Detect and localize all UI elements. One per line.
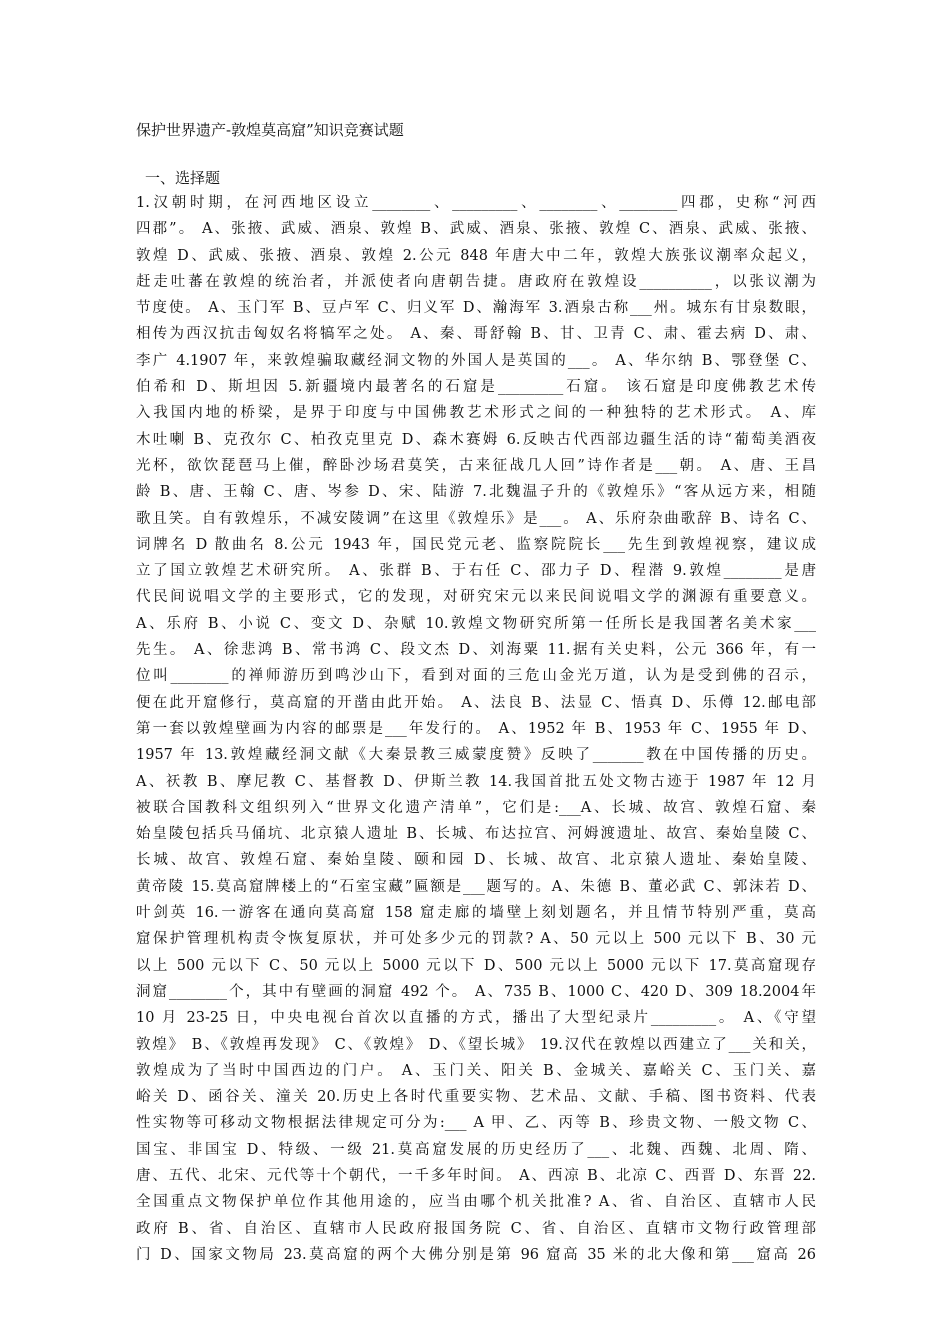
section-heading: 一、选择题 bbox=[145, 169, 221, 187]
body-text-line: 峪关 D、函谷关、潼关 20.历史上各时代重要实物、艺术品、文献、手稿、图书资料、代表 bbox=[136, 1089, 816, 1106]
body-text-line: 歌且笑。自有敦煌乐，不减安陵调”在这里《敦煌乐》是___。 A、乐府杂曲歌辞 B、诗名 C、 bbox=[136, 510, 816, 527]
body-text-line: 10 月 23-25 日，中央电视台首次以直播的方式，播出了大型纪录片_________。 A、《守望 bbox=[136, 1010, 816, 1027]
body-text-line: 代民间说唱文学的主要形式，它的发现，对研究宋元以来民间说唱文学的渊源有重要意义。 bbox=[136, 589, 816, 606]
body-text-line: 相传为西汉抗击匈奴名将犒军之处。 A、秦、哥舒翰 B、甘、卫青 C、肃、霍去病 D、肃、 bbox=[136, 326, 816, 343]
body-text-line: 始皇陵包括兵马俑坑、北京猿人遗址 B、长城、布达拉宫、河姆渡遗址、故宫、秦始皇陵 C、 bbox=[136, 826, 816, 843]
body-text-line: 门 D、国家文物局 23.莫高窟的两个大佛分别是第 96 窟高 35 米的北大像和第___窟高 26 bbox=[136, 1246, 816, 1263]
body-text-line: 位叫________的禅师游历到鸣沙山下，看到对面的三危山金光万道，认为是受到佛的召示， bbox=[136, 668, 816, 685]
body-text-line: 窟保护管理机构责令恢复原状，并可处多少元的罚款? A、50 元以上 500 元以下 B、30 元 bbox=[136, 931, 816, 948]
body-text-line: 便在此开窟修行，莫高窟的开凿由此开始。 A、法良 B、法显 C、悟真 D、乐僔 12.邮电部 bbox=[136, 694, 816, 711]
body-text-line: 节度使。 A、玉门军 B、豆卢军 C、归义军 D、瀚海军 3.酒泉古称___州。城东有甘泉数眼， bbox=[136, 300, 816, 317]
body-text-line: 洞窟________个，其中有壁画的洞窟 492 个。 A、735 B、1000 C、420 D、309 18.2004年 bbox=[136, 983, 816, 1000]
body-text-line: 国宝、非国宝 D、特级、一级 21.莫高窟发展的历史经历了___、北魏、西魏、北周、隋、 bbox=[136, 1141, 816, 1158]
body-text-line: 1957 年 13.敦煌藏经洞文献《大秦景教三威蒙度赞》反映了_______教在中国传播的历史。 bbox=[136, 747, 816, 764]
body-text-line: 木吐喇 B、克孜尔 C、柏孜克里克 D、森木赛姆 6.反映古代西部边疆生活的诗“葡萄美酒夜 bbox=[136, 431, 816, 448]
body-text-line: 以上 500 元以下 C、50 元以上 5000 元以下 D、500 元以上 5000 元以下 17.莫高窟现存 bbox=[136, 957, 816, 974]
body-text-line: 敦煌》 B、《敦煌再发现》 C、《敦煌》 D、《望长城》 19.汉代在敦煌以西建立了___关和关， bbox=[136, 1036, 816, 1053]
body-text-line: 唐、五代、北宋、元代等十个朝代，一千多年时间。 A、西凉 B、北凉 C、西晋 D、东晋 22. bbox=[136, 1167, 816, 1184]
body-text-line: 全国重点文物保护单位作其他用途的，应当由哪个机关批准? A、省、自治区、直辖市人民 bbox=[136, 1194, 816, 1211]
body-text-line: 龄 B、唐、王翰 C、唐、岑参 D、宋、陆游 7.北魏温子升的《敦煌乐》“客从远方来，相随 bbox=[136, 484, 816, 501]
body-text-line: 词牌名 D 散曲名 8.公元 1943 年，国民党元老、监察院院长___先生到敦煌视察，建议成 bbox=[136, 536, 816, 553]
document-title: 保护世界遗产-敦煌莫高窟”知识竞赛试题 bbox=[136, 121, 404, 139]
body-text-line: 第一套以敦煌壁画为内容的邮票是___年发行的。 A、1952 年 B、1953 年 C、1955 年 D、 bbox=[136, 720, 817, 737]
body-text-line: 叶剑英 16.一游客在通向莫高窟 158 窟走廊的墙壁上刻划题名，并且情节特别严重，莫高 bbox=[136, 905, 816, 922]
body-text-line: 入我国内地的桥梁，是界于印度与中国佛教艺术形式之间的一种独特的艺术形式。 A、库 bbox=[136, 405, 816, 422]
body-text-line: 长城、故宫、敦煌石窟、秦始皇陵、颐和园 D、长城、故宫、北京猿人遗址、秦始皇陵、 bbox=[136, 852, 816, 869]
body-text-line: 李广 4.1907 年，来敦煌骗取藏经洞文物的外国人是英国的___。 A、华尔纳 B、鄂登堡 C、 bbox=[136, 352, 816, 369]
body-text-line: 政府 B、省、自治区、直辖市人民政府报国务院 C、省、自治区、直辖市文物行政管理部 bbox=[136, 1220, 816, 1237]
body-text-line: 性实物等可移动文物根据法律规定可分为:___ A 甲、乙、丙等 B、珍贵文物、一般文物 C、 bbox=[136, 1115, 816, 1132]
body-text-line: 伯希和 D、斯坦因 5.新疆境内最著名的石窟是_________石窟。 该石窟是印度佛教艺术传 bbox=[136, 379, 816, 396]
body-text-line: 先生。 A、徐悲鸿 B、常书鸿 C、段文杰 D、刘海粟 11.据有关史料，公元 366 年，有一 bbox=[136, 642, 816, 659]
body-text-line: 黄帝陵 15.莫高窟牌楼上的“石室宝藏”匾额是___题写的。A、朱德 B、董必武 C、郭沫若 D、 bbox=[136, 878, 816, 895]
body-text-line: 赶走吐蕃在敦煌的统治者，并派使者向唐朝告捷。唐政府在敦煌设__________，以张议潮为 bbox=[136, 273, 816, 290]
body-text-line: 1.汉朝时期，在河西地区设立________、_________、________、________四郡，史称“河西 bbox=[136, 195, 816, 211]
body-text-line: A、乐府 B、小说 C、变文 D、杂赋 10.敦煌文物研究所第一任所长是我国著名美术家___ bbox=[136, 615, 816, 632]
body-text-line: 被联合国教科文组织列入“世界文化遗产清单”，它们是:___A、长城、故宫、敦煌石窟、秦 bbox=[136, 799, 816, 816]
body-text-line: 敦煌成为了当时中国西边的门户。 A、玉门关、阳关 B、金城关、嘉峪关 C、玉门关、嘉 bbox=[136, 1062, 816, 1079]
body-text-line: A、祆教 B、摩尼教 C、基督教 D、伊斯兰教 14.我国首批五处文物古迹于 1987 年 12 月 bbox=[136, 773, 816, 790]
body-text-line: 敦煌 D、武威、张掖、酒泉、敦煌 2.公元 848 年唐大中二年，敦煌大族张议潮率众起义， bbox=[136, 247, 816, 264]
document-body bbox=[136, 190, 816, 1268]
body-text-line: 四郡”。 A、张掖、武威、酒泉、敦煌 B、武威、酒泉、张掖、敦煌 C、酒泉、武威、张掖、 bbox=[136, 221, 816, 238]
body-text-line: 光杯，欲饮琵琶马上催，醉卧沙场君莫笑，古来征战几人回”诗作者是___朝。 A、唐、王昌 bbox=[136, 457, 816, 474]
body-text-line: 立了国立敦煌艺术研究所。 A、张群 B、于右任 C、邵力子 D、程潜 9.敦煌________是唐 bbox=[136, 563, 816, 580]
